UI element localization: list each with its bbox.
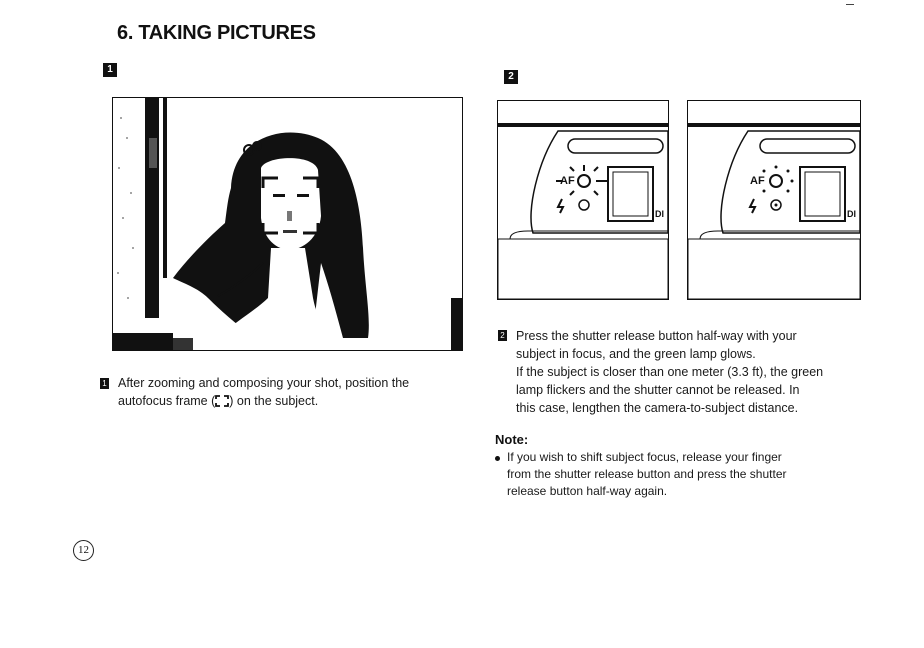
caption-1-text [118,374,458,412]
viewfinder-panel-glowing [497,100,669,300]
caption-2-line: subject in focus, and the green lamp glows. [516,347,756,361]
page-number: 12 [73,540,94,561]
note-title: Note: [495,432,529,447]
figure-2-badge: 2 [504,70,518,84]
caption-2-line: this case, lengthen the camera-to-subject distance. [516,401,799,415]
note-line: If you wish to shift subject focus, release your finger [507,450,782,464]
subject-photo-illustration [113,98,462,350]
note-bullet-text [507,449,867,500]
caption-2-line: lamp flickers and the shutter cannot be released. In [516,383,800,397]
af-frame-icon [215,394,229,412]
corner-mark [846,4,854,5]
caption-2-line: If the subject is closer than one meter (3.3 ft), the green [516,365,824,379]
viewfinder-illustration-glowing [498,101,668,299]
viewfinder-illustration-flickering [688,101,860,299]
caption-2-badge: 2 [498,330,507,341]
figure-1-badge: 1 [103,63,117,77]
panel-side-label: DI [847,209,856,219]
note-line: from the shutter release button and press the shutter [507,467,787,481]
caption-2-text [516,327,876,417]
af-indicator-label: AF [560,175,575,187]
caption-1-text-after: ) on the subject. [229,394,319,408]
panel-side-label: DI [655,209,664,219]
caption-2-line: Press the shutter release button half-way with your [516,329,797,343]
figure-1-photo [112,97,463,351]
caption-1-text-before: After zooming and composing your shot, position the autofocus frame ( [118,376,410,408]
caption-1-badge: 1 [100,378,109,389]
af-indicator-label: AF [750,175,765,187]
note-line: release button half-way again. [507,484,668,498]
bullet-icon [495,454,503,462]
viewfinder-panel-flickering [687,100,861,300]
page-title: 6. TAKING PICTURES [117,22,316,44]
